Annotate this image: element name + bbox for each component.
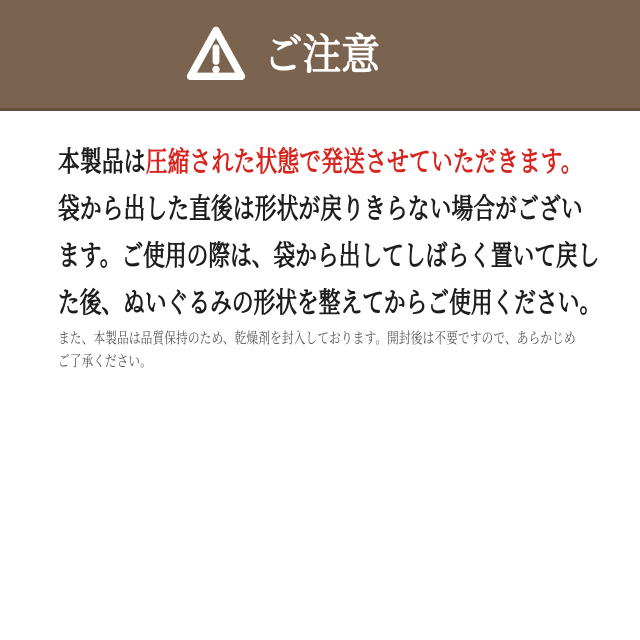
notice-line-2: 袋から出した直後は形状が戻りきらない場合がござい — [58, 192, 583, 225]
notice-line-3: ます。ご使用の際は、袋から出してしばらく置いて戻し — [58, 239, 600, 272]
warning-triangle-icon — [185, 24, 247, 84]
notice-line-1 — [58, 138, 583, 185]
desiccant-note: また、本製品は品質保持のため、乾燥剤を封入しております。開封後は不要ですので、あらかじめご了承ください。 — [58, 329, 576, 370]
notice-line-1-black: 本製品は — [58, 145, 146, 178]
caution-header-banner — [0, 0, 640, 111]
notice-body — [58, 138, 602, 326]
notice-line-4: た後、ぬいぐるみの形状を整えてからご使用ください。 — [58, 286, 602, 319]
caution-title: ご注意 — [264, 30, 380, 79]
notice-line-1-red: 圧縮された状態で発送させていただきます。 — [145, 145, 583, 178]
caution-header-content — [0, 0, 640, 108]
